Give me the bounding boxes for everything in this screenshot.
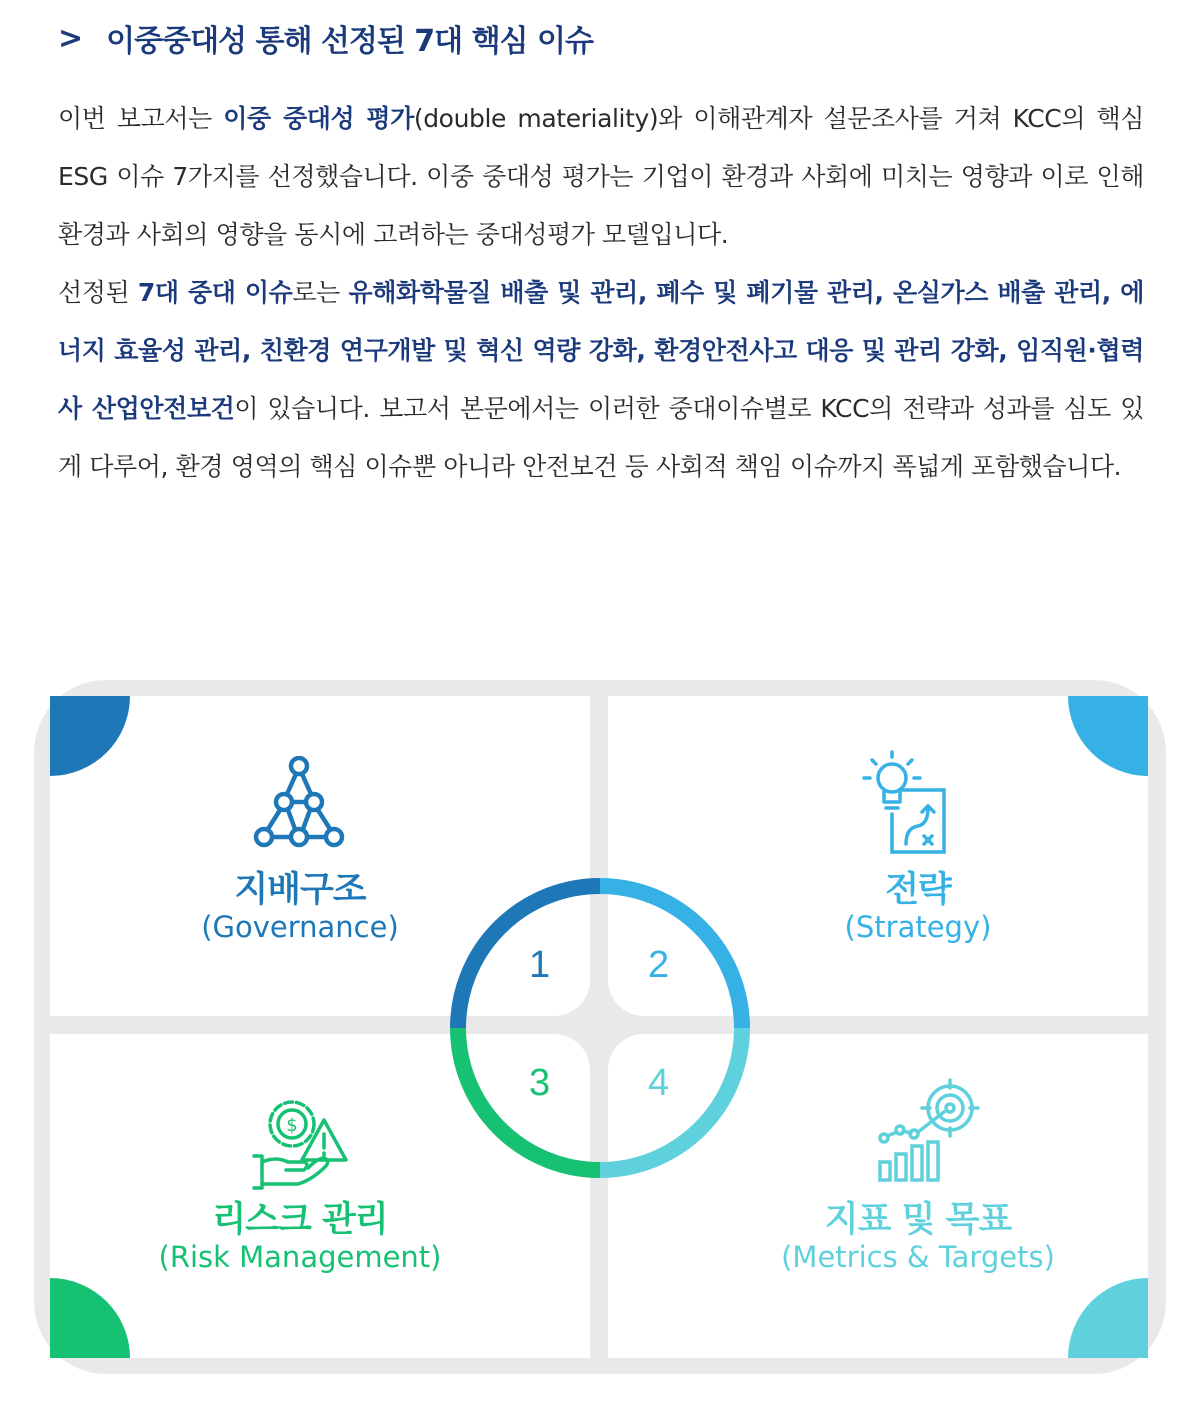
corner-accent (50, 696, 130, 776)
quadrant-title: 지표 및 목표 (824, 1200, 1012, 1240)
ring-segment-4 (600, 1028, 742, 1170)
body-text (58, 90, 1144, 496)
ring-segment-2 (600, 886, 742, 1028)
quadrant-subtitle: (Risk Management) (158, 1240, 442, 1274)
quadrant-number: 2 (648, 944, 670, 986)
highlight-text: 유해화학물질 배출 및 관리, 폐수 및 폐기물 관리, 온실가스 배출 관리, 에너지 효율성 관리, 친환경 연구개발 및 혁신 역량 강화, 환경안전사고 대응 및 관리 강화, 임직원·협력사 산업안전보건 (58, 278, 1144, 423)
corner-accent (50, 1278, 130, 1358)
section-heading (58, 14, 593, 62)
corner-accent (1068, 1278, 1148, 1358)
quadrant-title: 전략 (885, 870, 951, 910)
hierarchy-network-icon (250, 756, 350, 852)
center-ring (450, 878, 750, 1178)
quadrant-subtitle: (Strategy) (844, 910, 992, 944)
text-segment: 이 있습니다. 보고서 본문에서는 이러한 중대이슈별로 KCC의 전략과 성과를 심도 있게 다루어, 환경 영역의 핵심 이슈뿐 아니라 안전보건 등 사회적 책임 이슈까지 폭넓게 포함했습니다. (58, 394, 1144, 481)
text-segment: (double materiality)와 이해관계자 설문조사를 거쳐 KCC의 핵심 ESG 이슈 7가지를 선정했습니다. 이중 중대성 평가는 기업이 환경과 사회에 미치는 영향과 이로 인해 환경과 사회의 영향을 동시에 고려하는 중대성평가 모델입니다. (58, 104, 1144, 249)
quadrant-number: 3 (529, 1062, 551, 1104)
target-chart-icon (874, 1078, 986, 1186)
quadrant-title: 지배구조 (234, 870, 366, 910)
quadrant-title: 리스크 관리 (212, 1200, 388, 1240)
quadrant-subtitle: (Governance) (201, 910, 399, 944)
quadrant-subtitle: (Metrics & Targets) (781, 1240, 1055, 1274)
corner-accent (1068, 696, 1148, 776)
quadrant-number: 1 (529, 944, 551, 986)
risk-gear-hand-icon (248, 1090, 352, 1194)
text-segment: 로는 (292, 278, 349, 307)
svg-text:$: $ (286, 1115, 298, 1136)
heading-title: 이중중대성 통해 선정된 7대 핵심 이슈 (106, 24, 593, 59)
paragraph-2 (58, 264, 1144, 496)
paragraph-1 (58, 90, 1144, 264)
quadrant-number: 4 (648, 1062, 670, 1104)
highlight-text: 7대 중대 이슈 (137, 278, 293, 307)
text-segment: 선정된 (58, 278, 138, 307)
text-segment: 이번 보고서는 (58, 104, 224, 133)
highlight-text: 이중 중대성 평가 (223, 104, 414, 133)
lightbulb-strategy-icon (858, 748, 958, 858)
chevron-right-icon: > (58, 20, 83, 56)
